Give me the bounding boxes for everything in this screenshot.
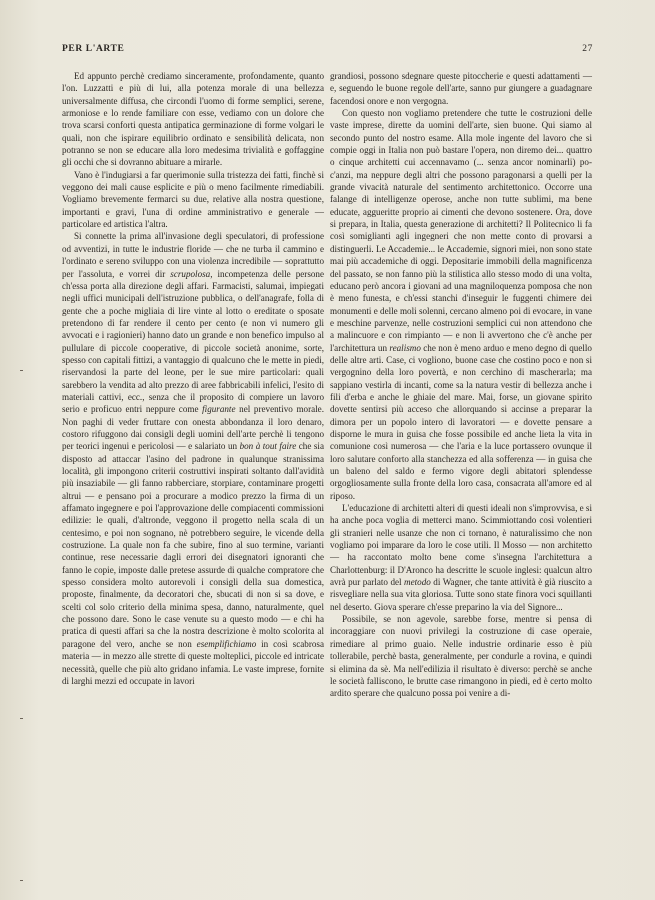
emphasized-text: bon à tout faire [239,441,297,452]
margin-speck [20,880,23,881]
text-run: L'educazione di architetti alteri di questi ideali non s'improvvisa, e si ha anche poca voglia di metterci mano. Scimmiottando così volentieri gli stranieri nelle usanze che non ci tornano, è naturalissimo che non vogliamo poi imparare da loro le cose utili. Il Mosso — non architetto — ha raccontato molto bene come s'insegna l'architettura a Charlottenburg: il D'Aronco ha descritte le scuole inglesi: qualcun altro avrà pur parlato del [330,503,592,588]
emphasized-text: figurante [202,404,236,415]
text-run: che sia disposto ad attaccar l'asino del padrone in qualunque stranissima località, gli impongono criterii costruttivi inspirati soltanto dall'avidità più insaziabile — gli fanno rabberciare, storpiare, contaminare progetti altrui — e pensano poi a procurare a modico prezzo la firma di un affamato ingegnere e poi l'approvazione delle compiacenti commissioni edilizie: le quali, d'altronde, veggono il progetto nella scala di un centesimo, e poi non sognano, nè potrebbero seguire, le vicende della costruzione. La quale non fa che subire, fino al suo termine, varianti continue, rese necessarie dagli errori dei disegnatori ignoranti che fanno le copie, imposte dalle pretese assurde di qualche compratore che spesso considera molto autorevoli i consigli della sua domestica, proposte, finalmente, da decoratori che, sbucati di non si sa dove, e scelti col solo criterio della minima spesa, danno, naturalmente, quel che possono dare. Sono le case venute su a questo modo — e chi ha pratica di questi affari sa che la nostra descrizione è molto scolorita al paragone del vero, anche se non [62,441,324,649]
paragraph [330,502,592,613]
paragraph [62,70,324,169]
text-run: Si connette la prima all'invasione degli speculatori, di professione od avventizi, in tutte le industrie floride — che ne turba il cammino e l'ordinato e sereno sviluppo con una violenza incredibile — soprattutto per l'assoluta, e vorrei dir [62,231,324,279]
text-run: Ed appunto perchè crediamo sinceramente, profondamente, quanto l'on. Luzzatti e più di lui, alla potenza morale di una bellezza universalmente diffusa, che circondi l'uomo di forme semplici, serene, armoniose e lo rende familiare con esse, vediamo con un dolore che trova scarsi conforti questa antipatica germinazione di forme volgari le quali, non che ispirare equilibrio ordinato e sensibilità delicata, non potranno se non se educare alla loro medesima trivialità e goffaggine gli occhi che si dovranno abituare a mirarle. [62,71,324,168]
text-run: , incompetenza delle persone ch'essa porta alla direzione degli affari. Farmacisti, salumai, impiegati negli uffici municipali dell'istruzione pubblica, o dell'anagrafe, folla di gente che a poche migliaia di lire vinte al lotto o ereditate o sposate pretendono di far rendere il cento per cento (e non vi numero gli avvocati e i ragionieri) hanno dato un grande e non benefico impulso al pullulare di piccole cooperative, di piccole società anonime, sorte, spesso con capitali fittizi, a vantaggio di qualcuno che le mette in piedi, riservandosi la parte del leone, per le sue mire particolari: quali sarebbero la vendita ad alto prezzo di aree fabbricabili infelici, l'esito di materiali cattivi, ecc., senza che il proposito di compiere un lavoro serio e proficuo entri neppure come [62,268,324,415]
text-run: che non è meno arduo e meno degno di quello delle altre arti. Case, ci vogliono, buone case che costino poco e non si vergognino della loro povertà, e non cerchino di mascherarla; ma sappiano vestirla di incanti, come sa la natura vestir di bellezza anche i fili d'erba e anche le ghiaie del mare. Mai, forse, un giovane spirito dovette sentirsi più acceso che allorquando si accinse a preparar la dimora per un popolo intero di lavoratori — e dovette pensare a disporne le mura in guisa che fosse possibile ed anche lieta la vita in comunione così numerosa — che l'aria e la luce portassero ovunque il loro salutare conforto alla stanchezza ed alla sofferenza — in guisa che un baleno del saldo e fermo vigore degli abitatori splendesse orgogliosamente sulla fronte della loro casa, consacrata all'amore ed al riposo. [330,342,592,501]
text-run: grandiosi, possono sdegnare queste pitoccherie e questi adattamenti — e, seguendo le buone regole dell'arte, sanno pur giungere a guadagnare facendosi onore e non vergogna. [330,71,592,106]
paragraph [330,70,592,107]
running-title: PER L'ARTE [62,44,125,54]
emphasized-text: scrupolosa [170,268,211,279]
margin-speck [20,718,23,719]
text-run: Vano è l'indugiarsi a far querimonie sulla tristezza dei fatti, finchè si veggono dei mali cause esplicite e più o meno facilmente rimediabili. Vogliamo brevemente fermarci su due, relative alla nostra questione, importanti e gravi, l'una di ordine amministrativo e generale — particolare ed artistica l'altra. [62,169,324,230]
emphasized-text: esemplifichiamo [196,638,257,649]
paragraph [330,613,592,699]
emphasized-text: realismo [389,342,421,353]
paragraph [62,169,324,231]
text-run: in così scabrosa materia — in mezzo alle strette di queste molteplici, piccole ed intricate necessità, quelle che più alto gridano infamia. Le vaste imprese, fornite di larghi mezzi ed occupate in lavori [62,638,324,686]
paragraph [62,230,324,687]
page-header [62,44,593,58]
right-text-column [330,70,592,700]
margin-speck [20,370,23,371]
left-text-column [62,70,324,687]
emphasized-text: metodo [404,577,431,588]
text-run: di Wagner, che tante attività è già riuscito a risvegliare nella sua vita gloriosa. Tutte sono state finora voci squillanti nel deserto. Giova sperare ch'esse preparino la via del Signore... [330,577,592,612]
paragraph [330,107,592,502]
page-number: 27 [582,44,593,54]
text-run: nel preventivo morale. Non paghi di veder fruttare con onesta abbondanza il loro denaro, costoro rifuggono dai consigli degli uomini dell'arte perchè li tengono per teorici ingenui e pericolosi — e salariato un [62,404,324,452]
text-run: Possibile, se non agevole, sarebbe forse, mentre si pensa di incoraggiare con nuovi privilegi la costruzione di case operaie, rimediare al primo guaio. Nelle industrie ordinarie esso è più tollerabile, perchè basta, generalmente, per condurle a rovina, e quindi si elimina da sè. Ma nell'edilizia il risultato è diverso: perchè se anche le società falliscono, le brutte case rimangono in piedi, ed è certo molto ardito sperare che qualcuno possa poi venire a di- [330,614,592,699]
text-run: Con questo non vogliamo pretendere che tutte le costruzioni delle vaste imprese, dirette da uomini dell'arte, sien buone. Qui siamo al secondo punto del nostro esame. Alla mole ingente del lavoro che si compie oggi in Italia non può bastare l'opera, non diremo dei... quattro o cinque architetti cui accennavamo (... senza ancor nominarli) po-c'anzi, ma neppure degli altri che possono paragonarsi a quelli per la grande vivacità naturale del sentimento architettonico. Occorre una falange di intelligenze operose, anche non tutte sublimi, ma bene educate, aggueritte proprio ai cimenti che devono sostenere. Ora, dove si prepara, in Italia, questa generazione di architetti? Il Politecnico li fa così somiglianti agli ingegneri che non mette conto di provarsi a distinguerli. Le Accademie... le Accademie, signori miei, non sono state mai più accademiche di oggi. Depositarie immobili della magnificenza del passato, se non fanno più la stilistica allo stesso modo di una volta, educano però ancora i giovani ad una magniloquenza pomposa che non è meno funesta, e ch'essi stanchi d'inseguir le fuggenti chimere dei monumenti e delle moli solenni, cercano almeno poi di evocare, in vane e meschine parvenze, nelle costruzioni semplici cui non attendono che a malincuore e con rimpianto — e non li avvertono che c'è anche per l'architettura un [330,108,592,353]
